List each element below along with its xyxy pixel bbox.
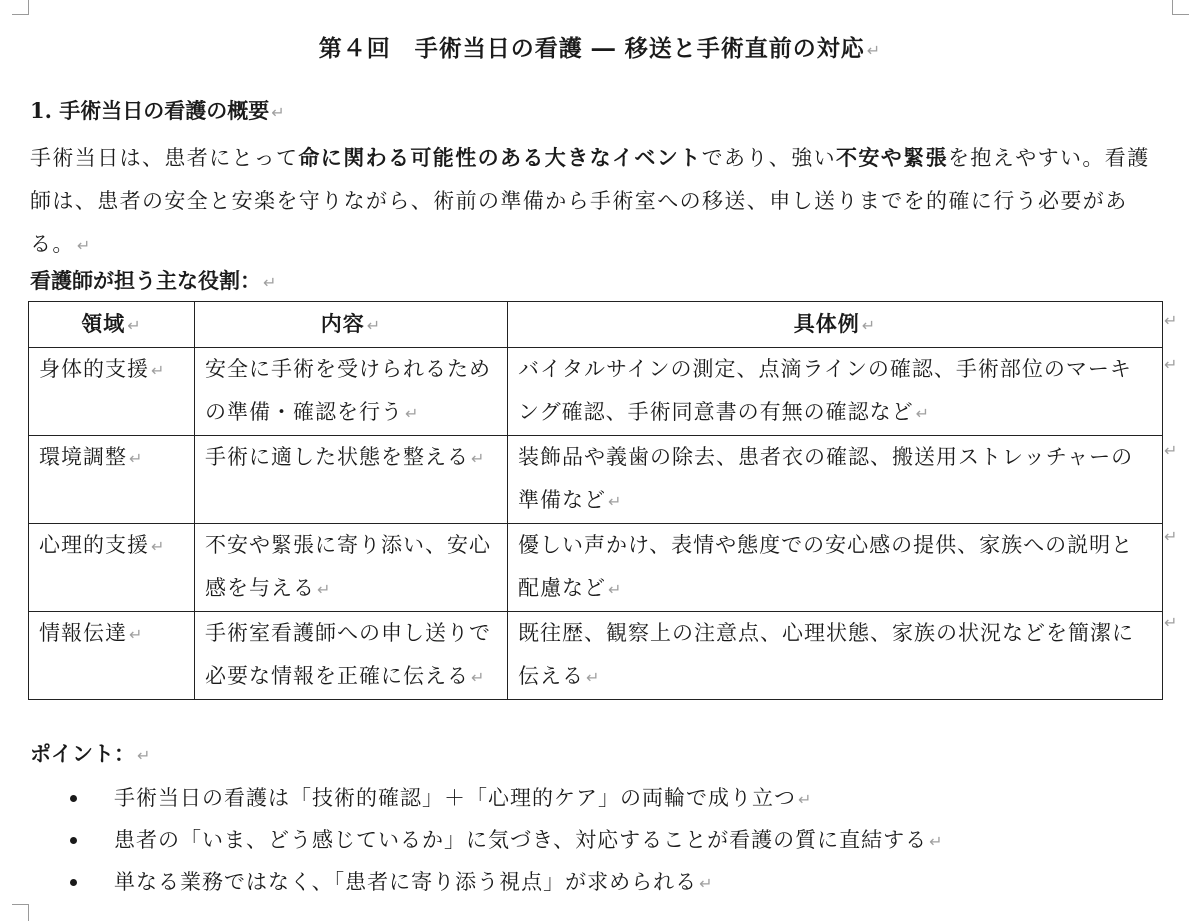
cell-area[interactable]: 心理的支援 ↵ bbox=[29, 524, 195, 612]
row-end-mark-icon: ↵ bbox=[1164, 441, 1178, 460]
paragraph-text: 手術当日は、患者にとって bbox=[30, 146, 299, 170]
paragraph-mark-icon: ↵ bbox=[861, 316, 877, 335]
paragraph-mark-icon: ↵ bbox=[699, 874, 714, 893]
paragraph-mark-icon: ↵ bbox=[929, 832, 944, 851]
paragraph-mark-icon: ↵ bbox=[405, 404, 420, 423]
list-item[interactable]: 単なる業務ではなく、「患者に寄り添う視点」が求められる ↵ bbox=[70, 862, 944, 904]
header-cell-content[interactable]: 内容 ↵ bbox=[195, 302, 508, 348]
paragraph-mark-icon: ↵ bbox=[137, 746, 151, 765]
paragraph-mark-icon: ↵ bbox=[471, 668, 486, 687]
cell-content[interactable]: 手術室看護師への申し送りで必要な情報を正確に伝える ↵ bbox=[195, 612, 508, 700]
paragraph-mark-icon: ↵ bbox=[915, 404, 930, 423]
paragraph-mark-icon: ↵ bbox=[127, 316, 142, 335]
header-cell-example[interactable]: 具体例 ↵ bbox=[508, 302, 1163, 348]
paragraph-mark-icon: ↵ bbox=[608, 492, 623, 511]
table-row bbox=[29, 524, 1163, 612]
table-row bbox=[29, 612, 1163, 700]
table-header-row bbox=[29, 302, 1163, 348]
cell-example[interactable]: バイタルサインの測定、点滴ラインの確認、手術部位のマーキング確認、手術同意書の有無の確認など ↵ bbox=[508, 348, 1163, 436]
paragraph-mark-icon: ↵ bbox=[151, 361, 166, 380]
header-cell-area[interactable]: 領域 ↵ bbox=[29, 302, 195, 348]
cell-example[interactable]: 既往歴、観察上の注意点、心理状態、家族の状況などを簡潔に伝える ↵ bbox=[508, 612, 1163, 700]
cell-area[interactable]: 環境調整 ↵ bbox=[29, 436, 195, 524]
row-end-mark-icon: ↵ bbox=[1164, 527, 1178, 546]
paragraph-mark-icon: ↵ bbox=[271, 103, 285, 122]
paragraph-mark-icon: ↵ bbox=[263, 273, 277, 292]
cell-content[interactable]: 手術に適した状態を整える ↵ bbox=[195, 436, 508, 524]
bullet-icon bbox=[70, 879, 77, 886]
row-end-mark-icon: ↵ bbox=[1164, 311, 1178, 330]
section-heading[interactable]: 1. 手術当日の看護の概要 ↵ bbox=[30, 98, 285, 123]
bullet-icon bbox=[70, 795, 77, 802]
list-item[interactable]: 患者の「いま、どう感じているか」に気づき、対応することが看護の質に直結する ↵ bbox=[70, 820, 944, 862]
paragraph-mark-icon: ↵ bbox=[317, 580, 332, 599]
paragraph-mark-icon: ↵ bbox=[366, 316, 382, 335]
paragraph-mark-icon: ↵ bbox=[129, 449, 144, 468]
paragraph-mark-icon: ↵ bbox=[608, 580, 623, 599]
cell-area[interactable]: 情報伝達 ↵ bbox=[29, 612, 195, 700]
paragraph-text: を抱えやすい。看護師は、患者の安全と安楽を守りながら、術前の準備から手術室への移送、申し送りまでを的確に行う必要がある。 bbox=[30, 146, 1150, 256]
paragraph-mark-icon: ↵ bbox=[129, 625, 144, 644]
margin-corner-mark bbox=[12, 0, 29, 15]
emphasis-text: 命に関わる可能性のある大きなイベント bbox=[298, 145, 702, 170]
table-row bbox=[29, 436, 1163, 524]
point-list bbox=[70, 778, 944, 904]
cell-content[interactable]: 安全に手術を受けられるための準備・確認を行う ↵ bbox=[195, 348, 508, 436]
cell-example[interactable]: 装飾品や義歯の除去、患者衣の確認、搬送用ストレッチャーの準備など ↵ bbox=[508, 436, 1163, 524]
paragraph-mark-icon: ↵ bbox=[471, 449, 486, 468]
emphasis-text: 不安や緊張 bbox=[836, 145, 948, 170]
document-title[interactable]: 第４回 手術当日の看護 ― 移送と手術直前の対応 ↵ bbox=[318, 35, 882, 62]
bullet-icon bbox=[70, 837, 77, 844]
paragraph-text: であり、強い bbox=[701, 146, 836, 170]
margin-corner-mark bbox=[1172, 0, 1189, 15]
cell-content[interactable]: 不安や緊張に寄り添い、安心感を与える ↵ bbox=[195, 524, 508, 612]
row-end-mark-icon: ↵ bbox=[1164, 613, 1178, 632]
paragraph-mark-icon: ↵ bbox=[586, 668, 601, 687]
margin-corner-mark bbox=[12, 904, 29, 921]
intro-paragraph[interactable] bbox=[30, 136, 1170, 267]
table-row bbox=[29, 348, 1163, 436]
row-end-mark-icon: ↵ bbox=[1164, 355, 1178, 374]
point-heading[interactable]: ポイント： ↵ bbox=[30, 741, 151, 766]
roles-heading[interactable]: 看護師が担う主な役割： ↵ bbox=[30, 268, 277, 293]
roles-table bbox=[28, 301, 1163, 700]
cell-example[interactable]: 優しい声かけ、表情や態度での安心感の提供、家族への説明と配慮など ↵ bbox=[508, 524, 1163, 612]
paragraph-mark-icon: ↵ bbox=[798, 790, 813, 809]
paragraph-mark-icon: ↵ bbox=[866, 41, 882, 60]
paragraph-mark-icon: ↵ bbox=[151, 537, 166, 556]
list-item[interactable]: 手術当日の看護は「技術的確認」＋「心理的ケア」の両輪で成り立つ ↵ bbox=[70, 778, 944, 820]
paragraph-mark-icon: ↵ bbox=[76, 236, 92, 255]
cell-area[interactable]: 身体的支援 ↵ bbox=[29, 348, 195, 436]
